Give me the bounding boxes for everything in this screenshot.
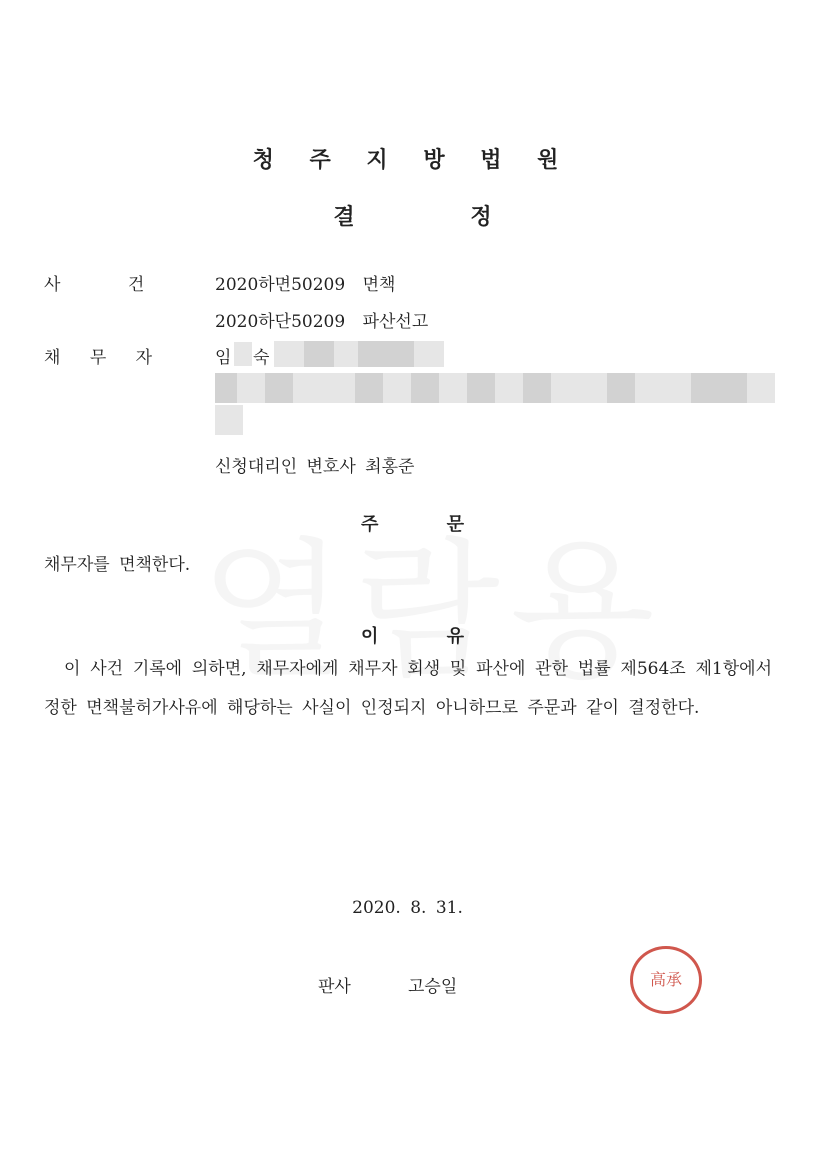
reason-heading: 이 유 (360, 626, 465, 647)
decision-date: 2020. 8. 31. (352, 898, 463, 918)
redacted-address-tail (215, 405, 243, 435)
judge-title: 판사 (318, 977, 351, 997)
debtor-agent: 신청대리인 변호사 최홍준 (215, 457, 415, 477)
case-label: 사 건 (44, 275, 145, 295)
order-heading: 주 문 (360, 514, 465, 535)
debtor-name-first: 임 (215, 348, 232, 368)
redacted-address (215, 373, 775, 403)
debtor-label: 채 무 자 (44, 348, 153, 368)
court-name: 청 주 지 방 법 원 (252, 148, 573, 173)
case-line-1: 2020하면50209 면책 (215, 275, 396, 295)
case-line-2: 2020하단50209 파산선고 (215, 312, 429, 332)
redacted-name-middle (234, 342, 252, 366)
document-title: 결 정 (333, 205, 492, 230)
reason-text: 이 사건 기록에 의하면, 채무자에게 채무자 회생 및 파산에 관한 법률 제564조 제1항에서 정한 면책불허가사유에 해당하는 사실이 인정되지 아니하므로 주문과 같이 결정한다. (44, 659, 772, 718)
redacted-name-tail (274, 341, 444, 367)
debtor-name-last: 숙 (253, 348, 270, 368)
judge-seal: 高承 (630, 946, 702, 1014)
order-text: 채무자를 면책한다. (44, 555, 191, 575)
judge-name: 고승일 (408, 977, 458, 997)
